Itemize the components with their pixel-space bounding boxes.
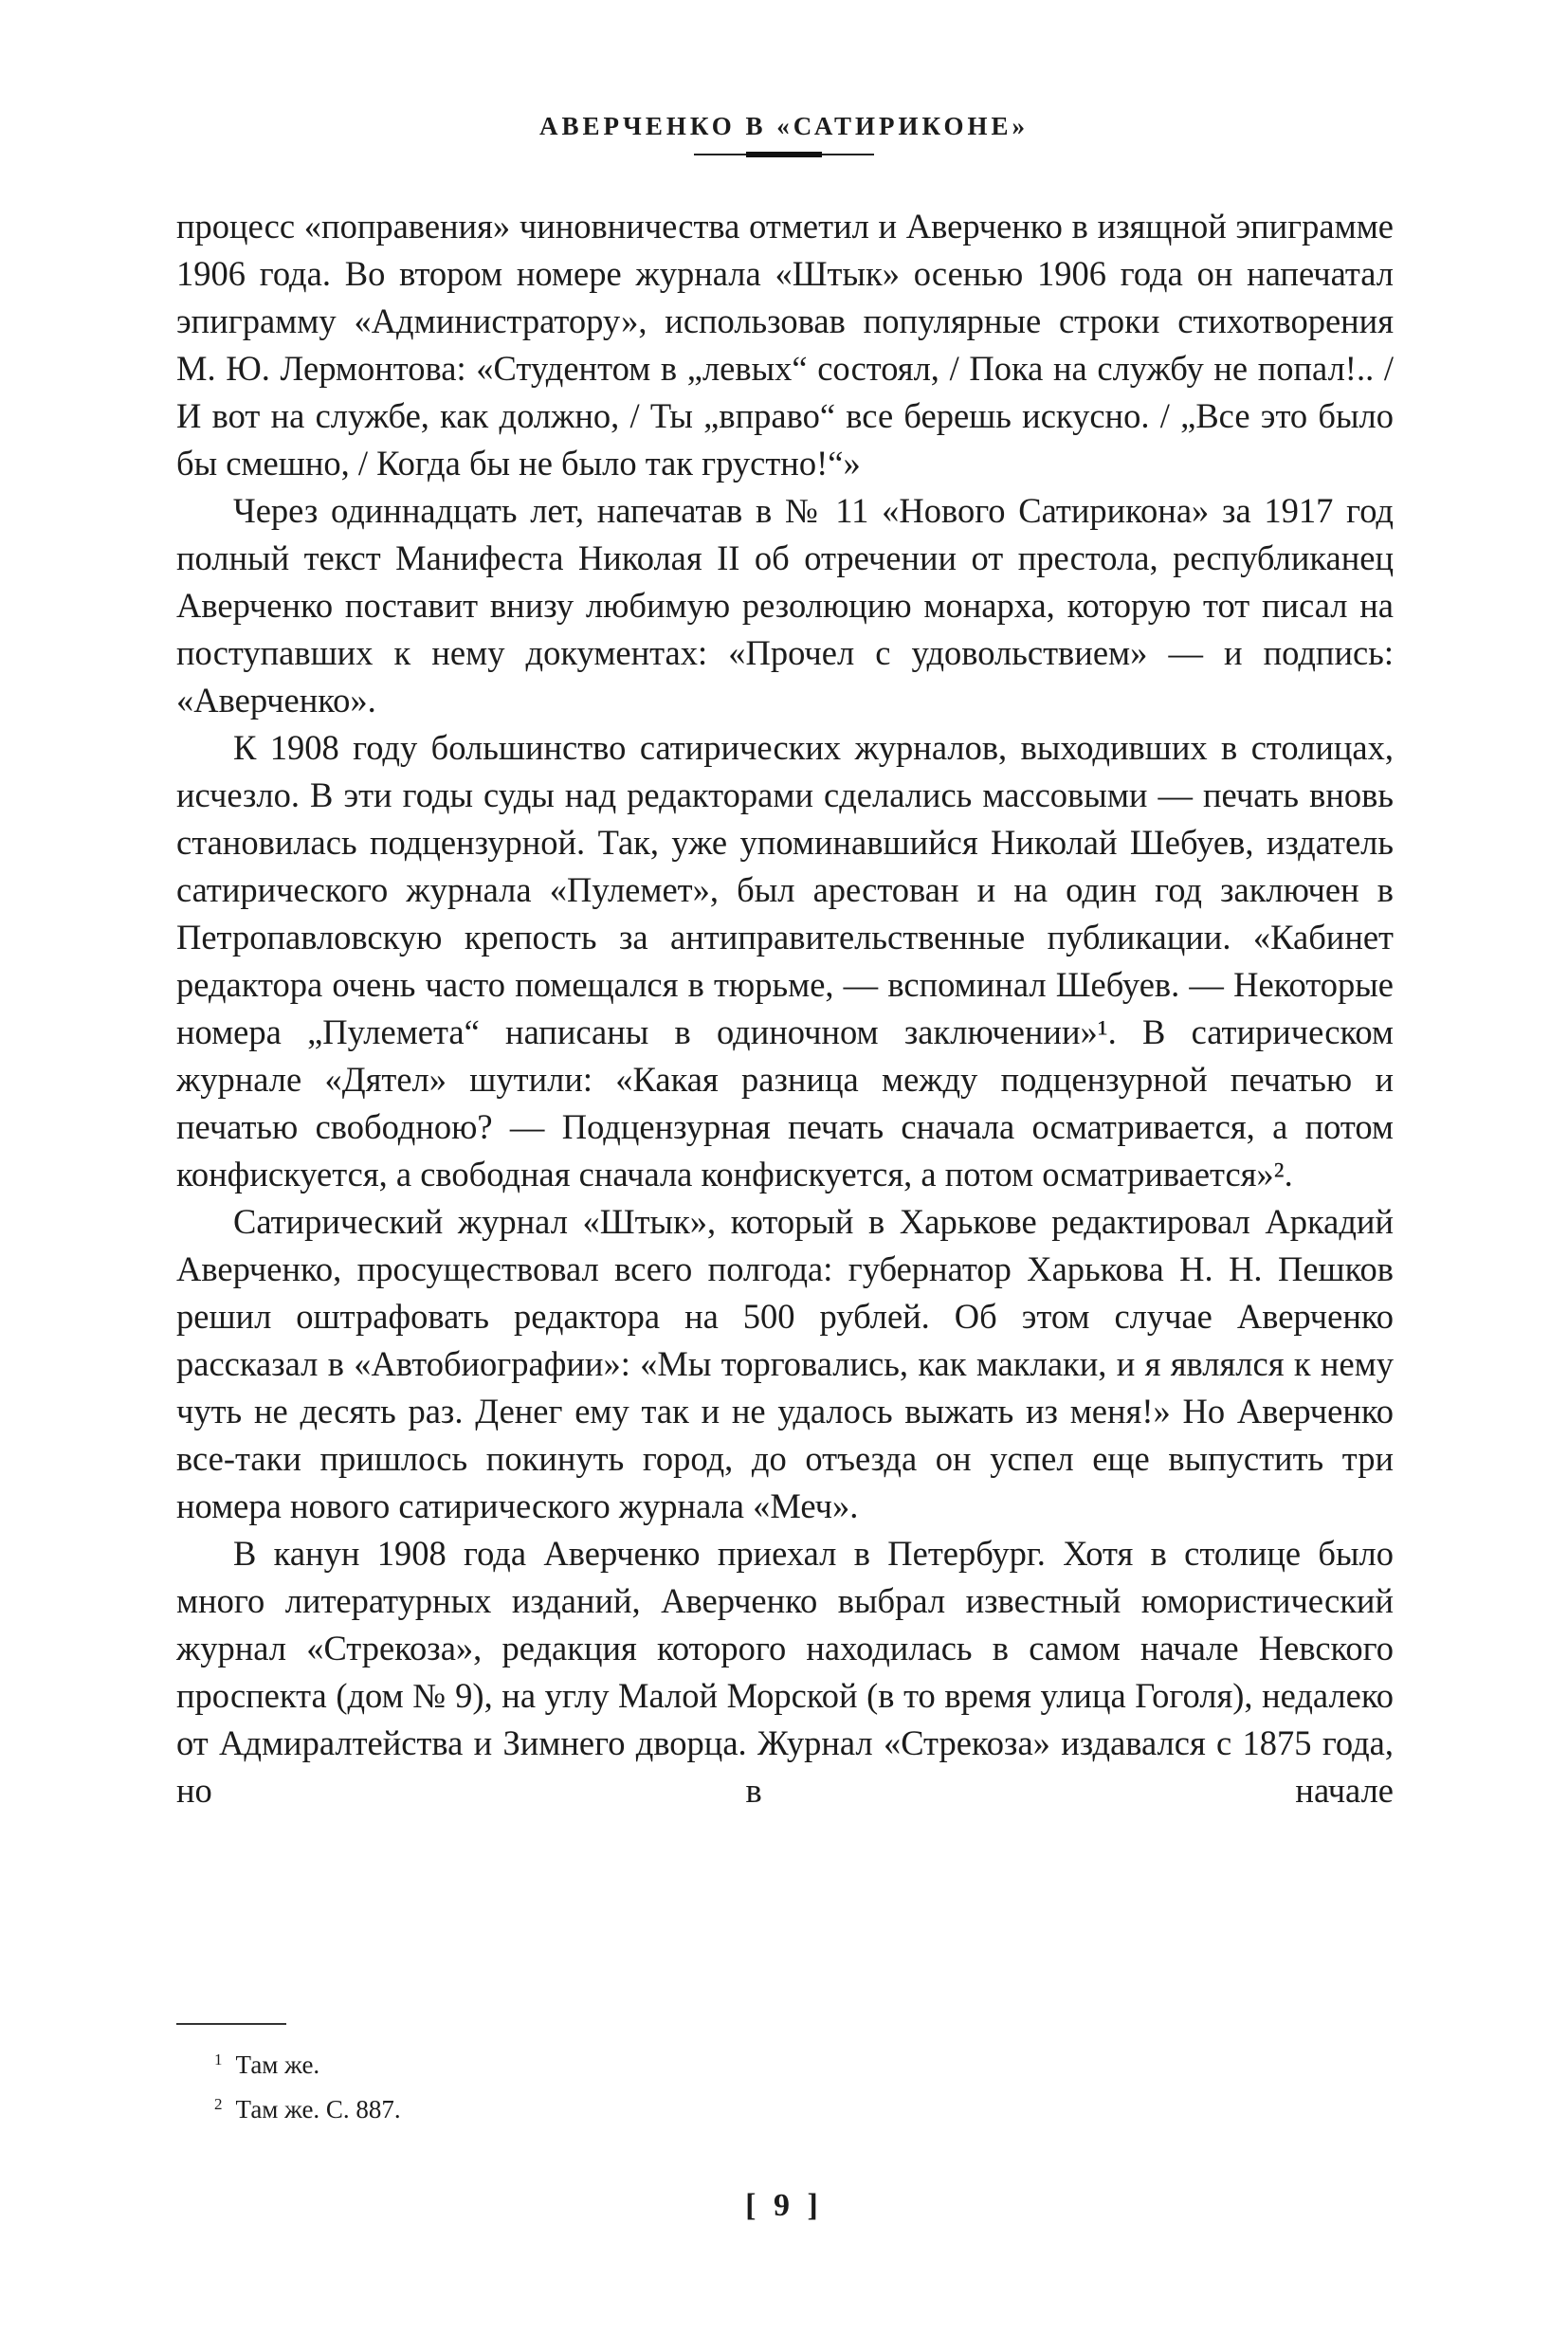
footnote-number: 2 xyxy=(214,2095,223,2113)
paragraph-2: Через одиннадцать лет, напечатав в № 11 «Нового Сатирикона» за 1917 год полный текст Манифеста Николая II об отречении от престола, республиканец Аверченко поставит внизу любимую резолюцию монарха, которую тот писал на поступавших к нему документах: «Прочел с удовольствием» — и подпись: «Аверченко». xyxy=(176,491,1394,720)
footnote-1 xyxy=(214,2040,973,2085)
header-rule-ornament xyxy=(746,152,822,157)
paragraph-5: В канун 1908 года Аверченко приехал в Петербург. Хотя в столице было много литературных изданий, Аверченко выбрал известный юмористический журнал «Стрекоза», редакция которого находилась в самом начале Невского проспекта (дом № 9), на углу Малой Морской (в то время улица Гоголя), недалеко от Адмиралтейства и Зимнего дворца. Журнал «Стрекоза» издавался с 1875 года, но в начале xyxy=(176,1534,1394,1810)
main-text xyxy=(176,203,1394,1814)
running-head: АВЕРЧЕНКО В «САТИРИКОНЕ» xyxy=(539,112,1029,140)
footnote-text: Там же. xyxy=(235,2050,320,2079)
paragraph-1: процесс «поправения» чиновничества отметил и Аверченко в изящной эпиграмме 1906 года. Во втором номере журнала «Штык» осенью 1906 года он напечатал эпиграмму «Администратору», использовав популярные строки стихотворения М. Ю. Лермонтова: «Студентом в „левых“ состоял, / Пока на службу не попал!.. / И вот на службе, как должно, / Ты „вправо“ все берешь искусно. / „Все это было бы смешно, / Когда бы не было так грустно!“» xyxy=(176,207,1394,483)
footnote-text: Там же. С. 887. xyxy=(235,2095,401,2123)
paragraph-4: Сатирический журнал «Штык», который в Харькове редактировал Аркадий Аверченко, просуществовал всего полгода: губернатор Харькова Н. Н. Пешков решил оштрафовать редактора на 500 рублей. Об этом случае Аверченко рассказал в «Автобиографии»: «Мы торговались, как маклаки, и я являлся к нему чуть не десять раз. Денег ему так и не удалось выжать из меня!» Но Аверченко все-таки пришлось покинуть город, до отъезда он успел еще выпустить три номера нового сатирического журнала «Меч». xyxy=(176,1202,1394,1525)
footnote-2 xyxy=(214,2085,973,2129)
page-number: [ 9 ] xyxy=(745,2188,823,2223)
footnotes xyxy=(214,2040,973,2129)
footnote-rule xyxy=(176,2023,286,2025)
footnote-number: 1 xyxy=(214,2050,223,2069)
paragraph-3: К 1908 году большинство сатирических журналов, выходивших в столицах, исчезло. В эти годы суды над редакторами сделались массовыми — печать вновь становилась подцензурной. Так, уже упоминавшийся Николай Шебуев, издатель сатирического журнала «Пулемет», был арестован и на один год заключен в Петропавловскую крепость за антиправительственные публикации. «Кабинет редактора очень часто помещался в тюрьме, — вспоминал Шебуев. — Некоторые номера „Пулемета“ написаны в одиночном заключении»¹. В сатирическом журнале «Дятел» шутили: «Какая разница между подцензурной печатью и печатью свободною? — Подцензурная печать сначала осматривается, а потом конфискуется, а свободная сначала конфискуется, а потом осматривается»². xyxy=(176,728,1394,1194)
